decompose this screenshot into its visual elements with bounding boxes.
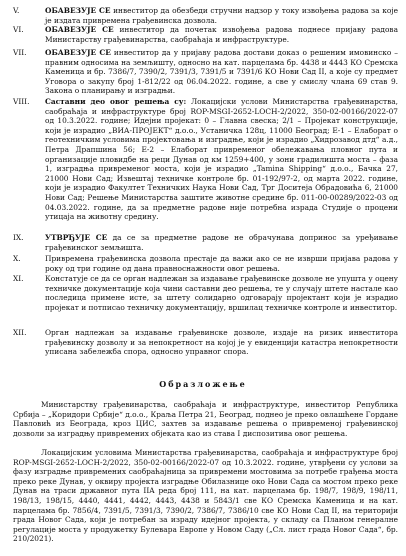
item-body: Орган надлежан за издавање грађевинске дозволе, издаје на ризик инвеститора грађевинску дозволу и за непокретност на којој је у евиденцији катастра непокретности уписана забележба спора, односно управног спора.: [45, 328, 398, 357]
dispositive-item: [13, 6, 398, 25]
item-number: XII.: [13, 328, 27, 337]
dispositive-item: [13, 328, 398, 357]
dispositive-item: [13, 97, 398, 222]
explanation-paragraph: Министарству грађевинарства, саобраћаја и инфраструктуре, инвеститор Република Србија – „Коридори Србије“ д.о.о., Краља Петра 21, Београд, поднео је преко овлашћене Гордане Павловић из Београда, кроз ЦИС, захтев за издавање решења о привременој грађевинској дозволи за изградњу привремених објеката као из става I диспозитива овог решења.: [13, 400, 398, 438]
item-body: Локацијски услови Министарства грађевинарства, саобраћаја и инфраструктуре број ROP-MSGI-2652-LOCH-2/2022, 350-02-00166/2022-07 од 10.3.2022. године; Идејни пројекат: 0 – Главна свеска; 2/1 – Пројекат конструкције, који је израдио „ВИА-ПРОЈЕКТ“ д.о.о., Устаничка 128ц, 11000 Београд; Е-1 – Елаборат о геотехничким условима пројектовања и изградње, који је израдио „Хидрозавод дтд“ а.д., Петра Драпшина 56; Е-2 – Елаборат привременог обележавања пловног пута и организације пловидбе на реци Дунав од км 1259+400, у зони градилишта моста – фаза 1, изградња привременог моста, који је израдио „Tamina Shipping“ д.о.о., Бачка 27, 21000 Нови Сад; Извештај техничке контроле бр. 01-192/97-2, од марта 2022. године, који је израдио Факултет Техничких Наука Нови Сад, Трг Доситеја Обрадовића 6, 21000 Нови Сад; Решење Министарства заштите животне средине бр. 011-00-00289/2022-03 од 04.03.2022. године, да за предметне радове није потребна израда Студије о процени утицаја на животну средину.: [45, 97, 398, 222]
item-number: IX.: [13, 233, 24, 242]
item-text: [45, 233, 398, 252]
item-body: да се за предметне радове не обрачунава допринос за уређивање грађевинског земљишта.: [45, 233, 398, 252]
item-text: [45, 25, 398, 44]
item-number: VI.: [13, 25, 24, 34]
item-body: Привремена грађевинска дозвола престаје да важи ако се не изврши пријава радова у року од три године од дана правноснажности овог решења.: [45, 254, 398, 273]
dispositive-item: [13, 254, 398, 273]
item-number: VII.: [13, 48, 27, 57]
item-lead: ОБАВЕЗУЈЕ СЕ: [45, 6, 111, 15]
item-text: [45, 274, 398, 312]
item-number: VIII.: [13, 97, 30, 106]
item-lead: ОБАВЕЗУЈЕ СЕ: [45, 25, 114, 34]
item-body: Констатује се да се орган надлежан за издавање грађевинске дозволе не упушта у оцену техничке документације која чини саставни део решења, те у случају штете настале као последица примене исте, за штету солидарно одговарају пројектант који је израдио пројекат и потписао техничку документацију, вршилац техничке контроле и инвеститор.: [45, 274, 398, 312]
item-number: X.: [13, 254, 21, 263]
item-text: [45, 6, 398, 25]
item-text: [45, 328, 398, 357]
item-number: XI.: [13, 274, 24, 283]
item-lead: ОБАВЕЗУЈЕ СЕ: [45, 48, 111, 57]
item-text: [45, 48, 398, 96]
item-number: V.: [13, 6, 20, 15]
item-text: [45, 97, 398, 222]
dispositive-item: [13, 48, 398, 96]
item-body: инвеститор да у пријаву радова достави доказ о решеним имовинско – правним односима на земљишту, односно на кат. парцелама бр. 4438 и 4443 КО Сремска Каменица и бр. 7386/7, 7390/2, 7391/3, 7391/5 и 7391/6 КО Нови Сад II, а које су предмет Уговора о закупу број 1-812/22 од 06.04.2022. године, а све у смислу члана 69 став 9. Закона о планирању и изградњи.: [45, 48, 399, 96]
dispositive-item: [13, 233, 398, 252]
dispositive-item: [13, 274, 398, 312]
section-heading: Образложење: [159, 379, 247, 389]
item-lead: УТВРЂУЈЕ СЕ: [45, 233, 108, 242]
item-text: [45, 254, 398, 273]
dispositive-item: [13, 25, 398, 44]
item-body: инвеститор да обезбеди стручни надзор у току извођења радова за које је издата привремена грађевинска дозвола.: [45, 6, 398, 25]
item-lead: Саставни део овог решења су:: [45, 97, 187, 106]
explanation-paragraph: Локацијским условима Министарства грађевинарства, саобраћаја и инфраструктуре број ROP-MSGI-2652-LOCH-2/2022, 350-02-00166/2022-07 од 10.3.2022. године, утврђени су услови за фазу изградње привремених саобраћајница за привремени мостовима за потребе грађења моста преко реке Дунав, у оквиру пројекта изградње Обилазнице око Нови Сада са мостом преко реке Дунав на траси државног пута IIA реда број 111, на кат. парцелама бр. 198/7, 198/9, 198/11, 198/13, 198/15, 4440, 4441, 4442, 4443, 4438 и 5843/1 све КО Сремска Каменица и на кат. парцелама бр. 7856/4, 7391/5, 7391/3, 7390/2, 7386/7, 7386/10 све КО Нови Сад II, на територији града Новог Сада, који је потребан за израду идејног пројекта, у складу са Планом генералне регулације моста у продужетку Булевара Европе у Новом Саду („Сл. лист града Новог Сада“, бр. 210/2021).: [13, 448, 398, 544]
item-body: инвеститор да почетак извођења радова поднесе пријаву радова Министарству грађевинарства, саобраћаја и инфраструктуре.: [45, 25, 398, 44]
